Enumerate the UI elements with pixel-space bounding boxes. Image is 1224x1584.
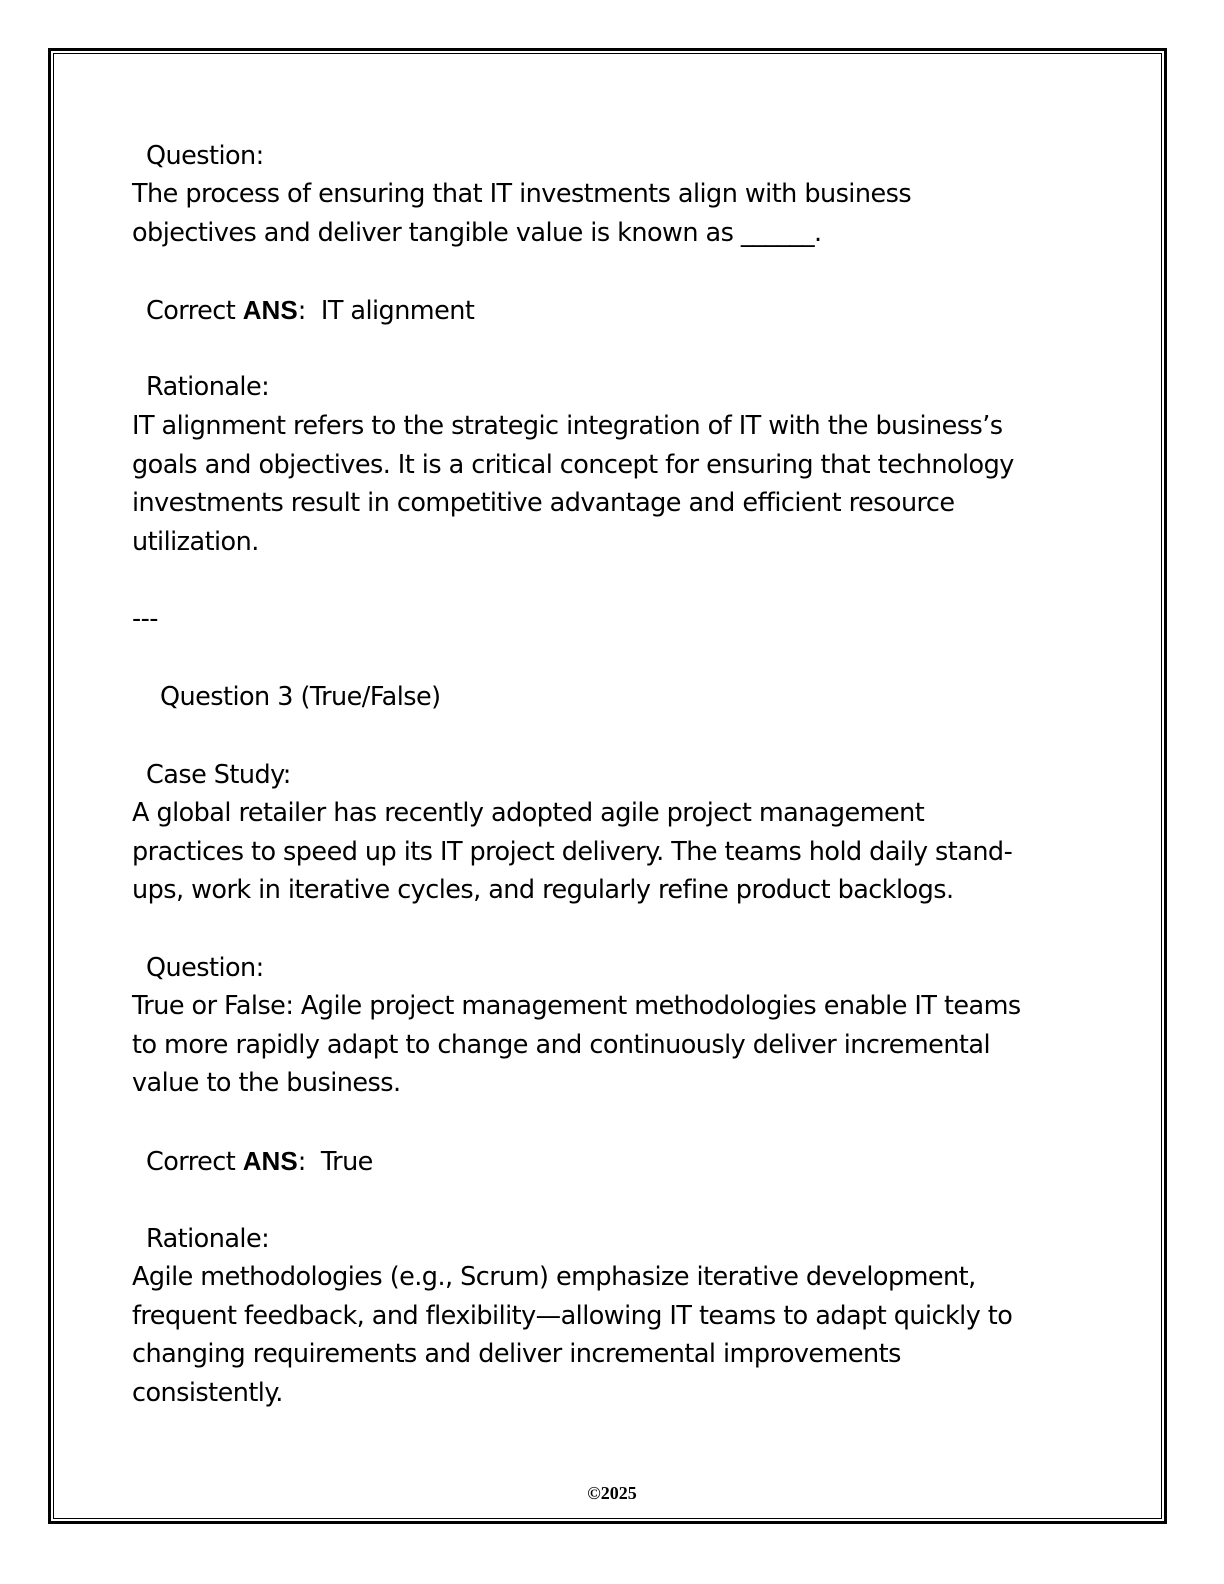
question-text-line: value to the business. <box>132 1068 401 1098</box>
correct-answer <box>146 291 474 331</box>
question-label: Question: <box>146 953 264 983</box>
rationale-label: Rationale: <box>146 1224 270 1254</box>
question-heading: Question 3 (True/False) <box>160 682 441 712</box>
section-separator: --- <box>132 604 158 634</box>
case-study-label: Case Study: <box>146 760 291 790</box>
answer-keyword: ANS <box>242 1146 298 1176</box>
answer-colon: : <box>297 296 306 326</box>
question-label: Question: <box>146 141 264 171</box>
answer-colon: : <box>297 1147 306 1177</box>
case-study-text-line: A global retailer has recently adopted agile project management <box>132 798 925 828</box>
question-text-line: The process of ensuring that IT investments align with business <box>132 179 912 209</box>
question-text-line: to more rapidly adapt to change and continuously deliver incremental <box>132 1030 990 1060</box>
question-text-line: True or False: Agile project management methodologies enable IT teams <box>132 991 1021 1021</box>
answer-keyword: ANS <box>242 295 298 325</box>
rationale-text-line: changing requirements and deliver incremental improvements <box>132 1339 901 1369</box>
rationale-text-line: IT alignment refers to the strategic integration of IT with the business’s <box>132 411 1003 441</box>
rationale-text-line: frequent feedback, and flexibility—allowing IT teams to adapt quickly to <box>132 1301 1013 1331</box>
question-text-line: objectives and deliver tangible value is known as ______. <box>132 218 822 248</box>
rationale-text-line: Agile methodologies (e.g., Scrum) emphasize iterative development, <box>132 1262 976 1292</box>
rationale-text-line: utilization. <box>132 527 259 557</box>
rationale-text-line: investments result in competitive advantage and efficient resource <box>132 488 955 518</box>
answer-prefix: Correct <box>146 296 243 326</box>
rationale-label: Rationale: <box>146 372 270 402</box>
answer-value: True <box>320 1147 373 1177</box>
copyright-footer: ©2025 <box>587 1483 637 1503</box>
case-study-text-line: ups, work in iterative cycles, and regularly refine product backlogs. <box>132 875 954 905</box>
answer-prefix: Correct <box>146 1147 243 1177</box>
answer-value: IT alignment <box>320 296 475 326</box>
rationale-text-line: consistently. <box>132 1378 283 1408</box>
rationale-text-line: goals and objectives. It is a critical concept for ensuring that technology <box>132 450 1014 480</box>
case-study-text-line: practices to speed up its IT project delivery. The teams hold daily stand- <box>132 837 1013 867</box>
correct-answer <box>146 1142 373 1182</box>
